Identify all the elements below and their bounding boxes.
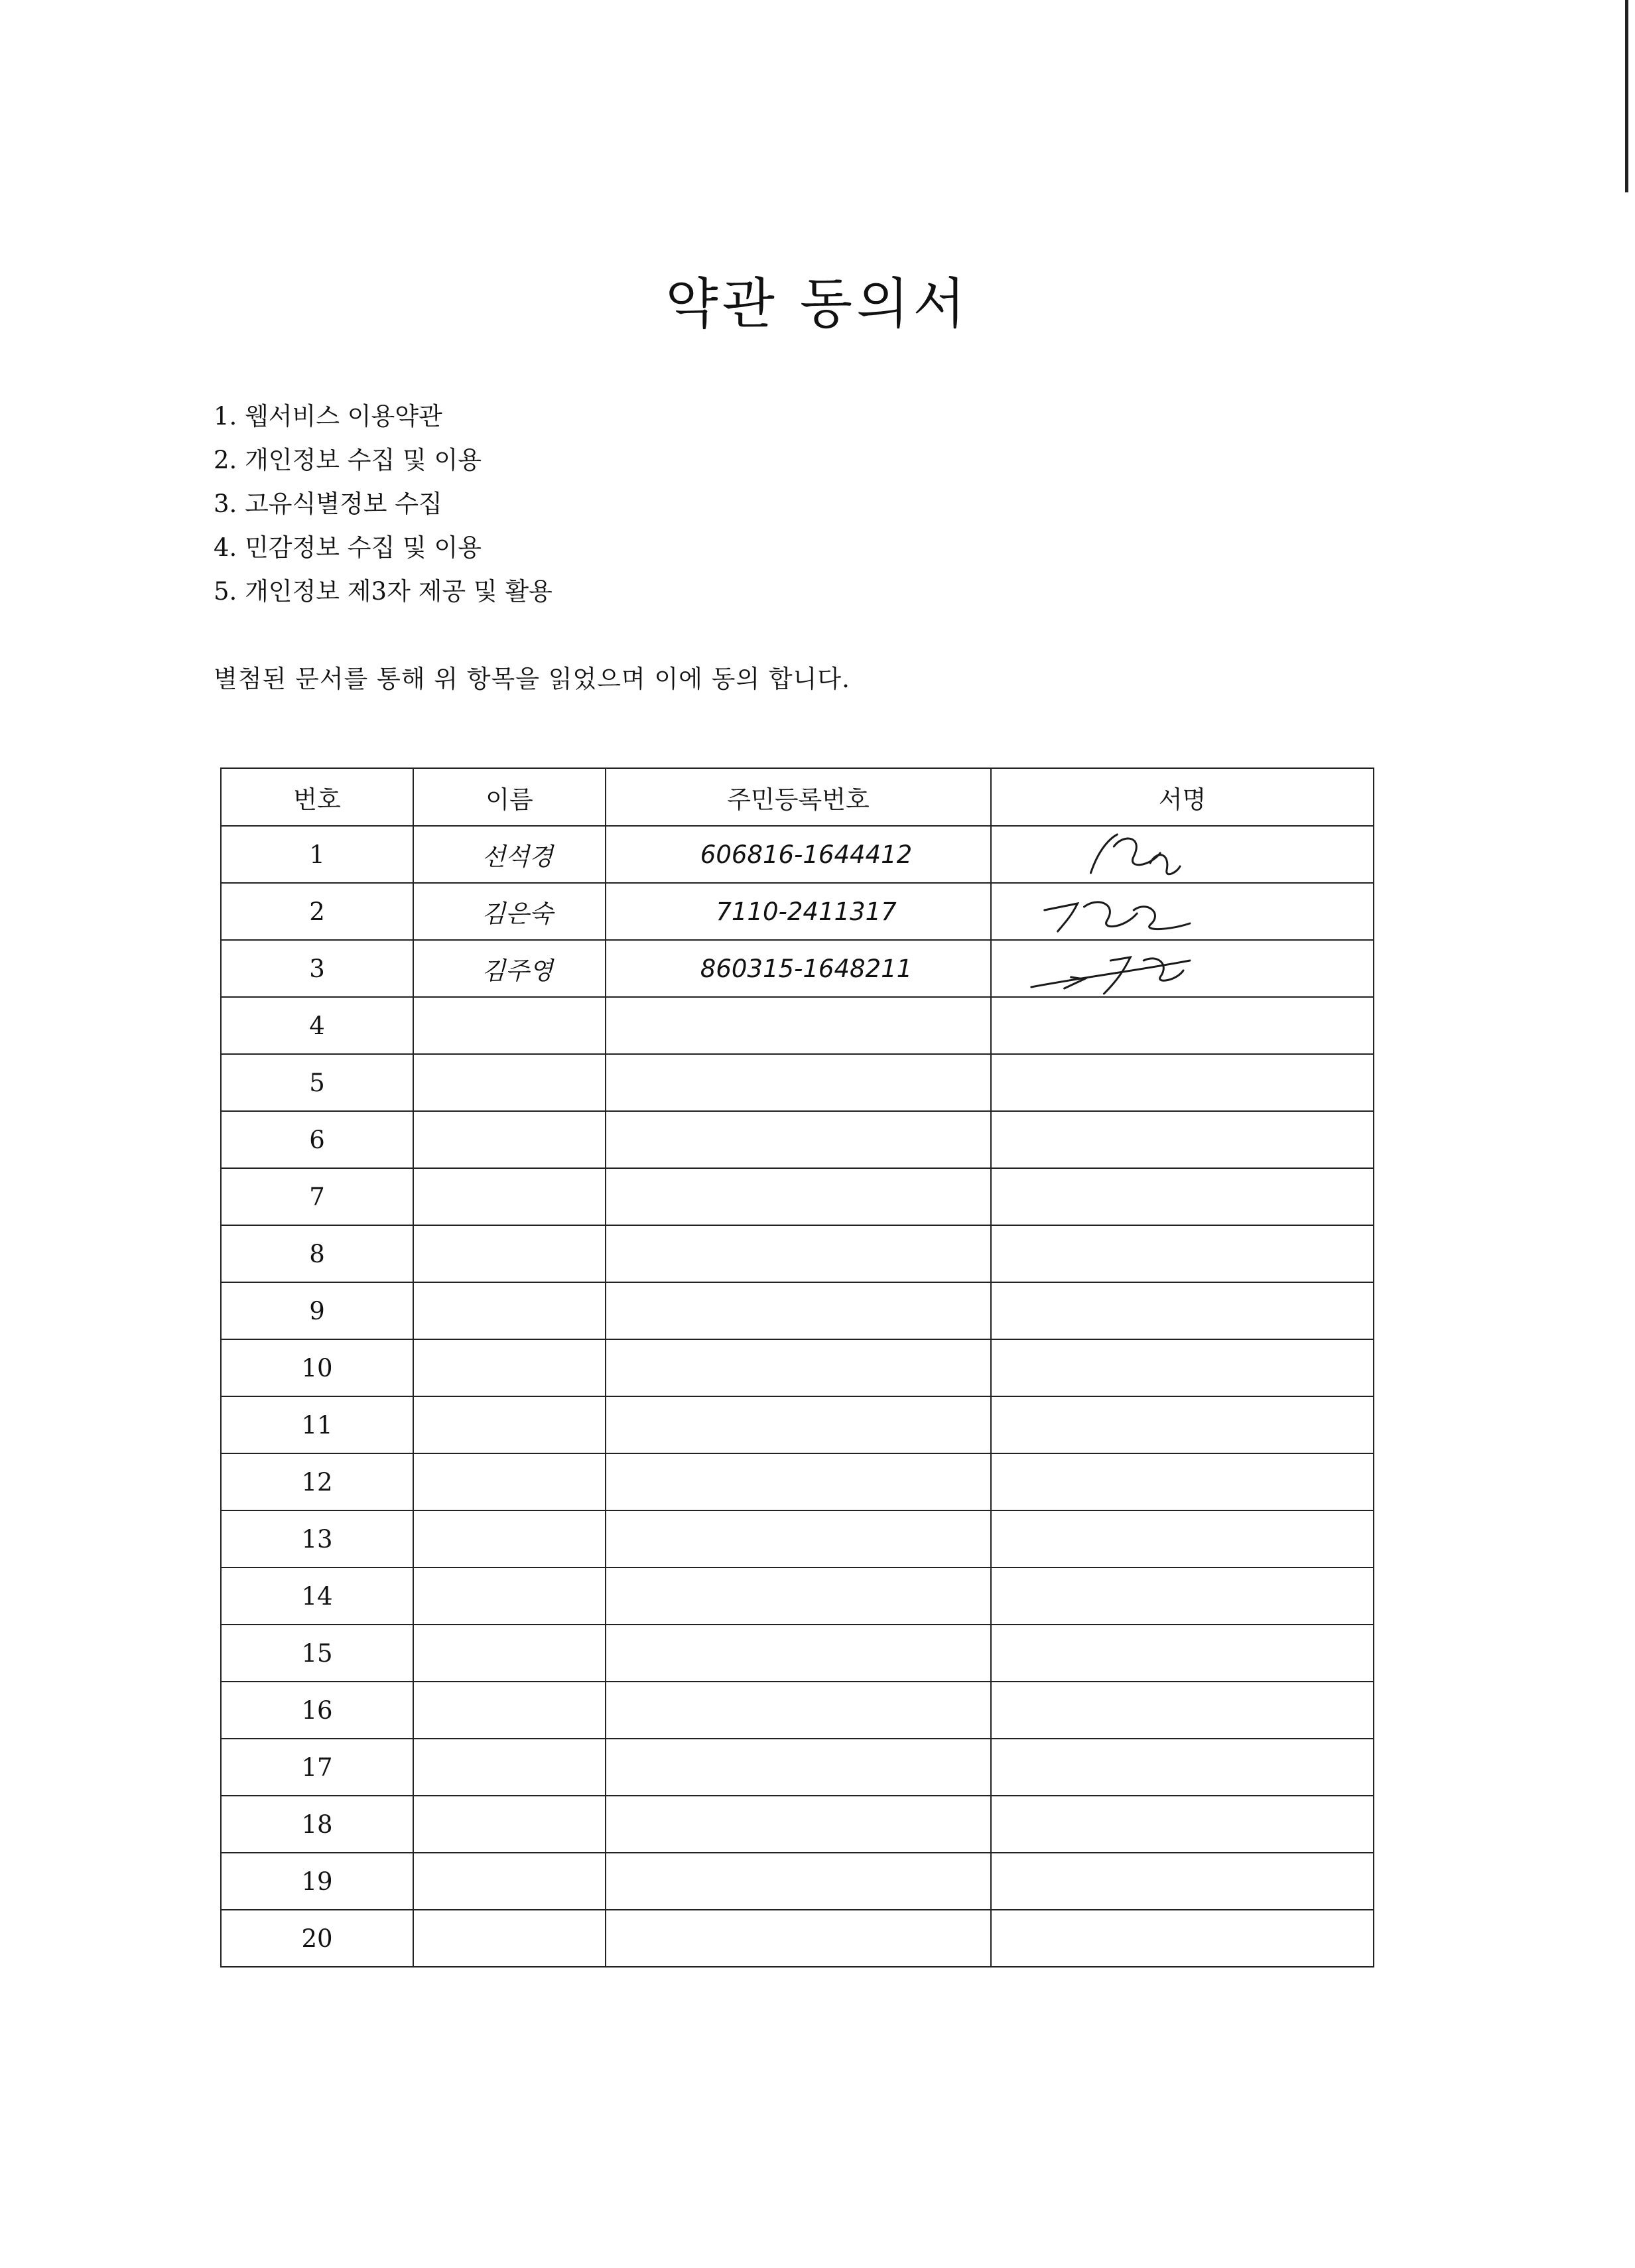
row-number: 4 [221, 997, 413, 1054]
signature-stroke [1090, 834, 1117, 873]
name-cell [413, 997, 606, 1054]
name-cell [413, 1739, 606, 1796]
table-row [221, 1739, 1374, 1796]
handwritten-name: 선석경 [482, 842, 553, 871]
row-number: 10 [221, 1339, 413, 1396]
id-number-cell [606, 1282, 991, 1339]
name-cell [413, 1453, 606, 1510]
handwritten-name: 김은숙 [482, 900, 553, 928]
table-row [221, 1796, 1374, 1853]
table-row [221, 1339, 1374, 1396]
table-row [221, 1510, 1374, 1568]
name-cell [413, 1282, 606, 1339]
header-signature: 서명 [991, 768, 1374, 826]
row-number: 7 [221, 1168, 413, 1225]
table-row [221, 940, 1374, 997]
name-cell [413, 1225, 606, 1282]
signature-table [220, 767, 1374, 1968]
table-row [221, 1225, 1374, 1282]
handwritten-id-number: 606816-1644412 [700, 840, 913, 869]
table-row [221, 1853, 1374, 1910]
row-number: 19 [221, 1853, 413, 1910]
row-number: 2 [221, 883, 413, 940]
handwritten-signature [992, 884, 1373, 939]
table-row [221, 1568, 1374, 1625]
row-number: 16 [221, 1682, 413, 1739]
row-number: 1 [221, 826, 413, 883]
id-number-cell [606, 1568, 991, 1625]
table-row [221, 883, 1374, 940]
row-number: 5 [221, 1054, 413, 1111]
signature-cell [991, 1396, 1374, 1453]
name-cell [413, 1111, 606, 1168]
row-number: 15 [221, 1625, 413, 1682]
signature-stroke [1114, 838, 1160, 865]
consent-statement: 별첨된 문서를 통해 위 항목을 읽었으며 이에 동의 합니다. [214, 665, 850, 693]
row-number: 14 [221, 1568, 413, 1625]
id-number-cell [606, 1910, 991, 1967]
name-cell [413, 883, 606, 940]
id-number-cell [606, 1339, 991, 1396]
table-row [221, 826, 1374, 883]
table-row [221, 1111, 1374, 1168]
name-cell [413, 940, 606, 997]
id-number-cell [606, 1625, 991, 1682]
terms-item: 4. 민감정보 수집 및 이용 [214, 533, 482, 562]
header-number: 번호 [221, 768, 413, 826]
handwritten-signature [992, 827, 1373, 882]
signature-stroke [1031, 961, 1190, 987]
signature-cell [991, 1339, 1374, 1396]
name-cell [413, 1168, 606, 1225]
name-cell [413, 1054, 606, 1111]
terms-item: 3. 고유식별정보 수집 [214, 490, 442, 518]
handwritten-name: 김주영 [482, 957, 553, 985]
signature-cell [991, 1910, 1374, 1967]
signature-cell [991, 997, 1374, 1054]
terms-item: 2. 개인정보 수집 및 이용 [214, 446, 482, 474]
id-number-cell [606, 826, 991, 883]
handwritten-id-number: 860315-1648211 [700, 954, 913, 983]
id-number-cell [606, 1739, 991, 1796]
signature-cell [991, 1625, 1374, 1682]
terms-item: 5. 개인정보 제3자 제공 및 활용 [214, 577, 553, 606]
signature-stroke [1084, 902, 1138, 927]
id-number-cell [606, 883, 991, 940]
signature-cell [991, 826, 1374, 883]
signature-cell [991, 940, 1374, 997]
id-number-cell [606, 1853, 991, 1910]
row-number: 11 [221, 1396, 413, 1453]
id-number-cell [606, 1453, 991, 1510]
name-cell [413, 1510, 606, 1568]
signature-stroke [1045, 903, 1078, 931]
id-number-cell [606, 940, 991, 997]
table-row [221, 1396, 1374, 1453]
table-row [221, 1054, 1374, 1111]
signature-cell [991, 1739, 1374, 1796]
name-cell [413, 1796, 606, 1853]
name-cell [413, 1682, 606, 1739]
name-cell [413, 1910, 606, 1967]
id-number-cell [606, 1396, 991, 1453]
id-number-cell [606, 1682, 991, 1739]
row-number: 18 [221, 1796, 413, 1853]
name-cell [413, 1339, 606, 1396]
scan-edge-mark [1625, 0, 1628, 192]
signature-cell [991, 1282, 1374, 1339]
name-cell [413, 1396, 606, 1453]
signature-cell [991, 1225, 1374, 1282]
handwritten-id-number: 7110-2411317 [716, 897, 897, 926]
name-cell [413, 1568, 606, 1625]
table-row [221, 1910, 1374, 1967]
id-number-cell [606, 1796, 991, 1853]
table-row [221, 1282, 1374, 1339]
table-row [221, 1625, 1374, 1682]
table-row [221, 1682, 1374, 1739]
row-number: 13 [221, 1510, 413, 1568]
name-cell [413, 1853, 606, 1910]
signature-cell [991, 1510, 1374, 1568]
signature-cell [991, 1853, 1374, 1910]
signature-cell [991, 1453, 1374, 1510]
header-name: 이름 [413, 768, 606, 826]
id-number-cell [606, 1225, 991, 1282]
document-title: 약관 동의서 [665, 272, 970, 336]
row-number: 9 [221, 1282, 413, 1339]
signature-stroke [1104, 957, 1130, 994]
terms-item: 1. 웹서비스 이용약관 [214, 402, 442, 431]
signature-cell [991, 1682, 1374, 1739]
signature-stroke [1134, 907, 1190, 929]
table-row [221, 997, 1374, 1054]
id-number-cell [606, 1054, 991, 1111]
id-number-cell [606, 1168, 991, 1225]
row-number: 3 [221, 940, 413, 997]
id-number-cell [606, 1510, 991, 1568]
signature-cell [991, 1568, 1374, 1625]
signature-cell [991, 1796, 1374, 1853]
row-number: 6 [221, 1111, 413, 1168]
handwritten-signature [992, 941, 1373, 996]
signature-cell [991, 1111, 1374, 1168]
row-number: 17 [221, 1739, 413, 1796]
signature-cell [991, 1054, 1374, 1111]
id-number-cell [606, 997, 991, 1054]
row-number: 12 [221, 1453, 413, 1510]
table-row [221, 1453, 1374, 1510]
table-header-row [221, 768, 1374, 826]
table-body [221, 826, 1374, 1967]
name-cell [413, 1625, 606, 1682]
name-cell [413, 826, 606, 883]
id-number-cell [606, 1111, 991, 1168]
terms-list [214, 395, 553, 614]
row-number: 20 [221, 1910, 413, 1967]
row-number: 8 [221, 1225, 413, 1282]
signature-stroke [1150, 855, 1180, 874]
signature-cell [991, 883, 1374, 940]
signature-cell [991, 1168, 1374, 1225]
header-id-number: 주민등록번호 [606, 768, 991, 826]
signature-stroke [1144, 959, 1183, 980]
table-row [221, 1168, 1374, 1225]
